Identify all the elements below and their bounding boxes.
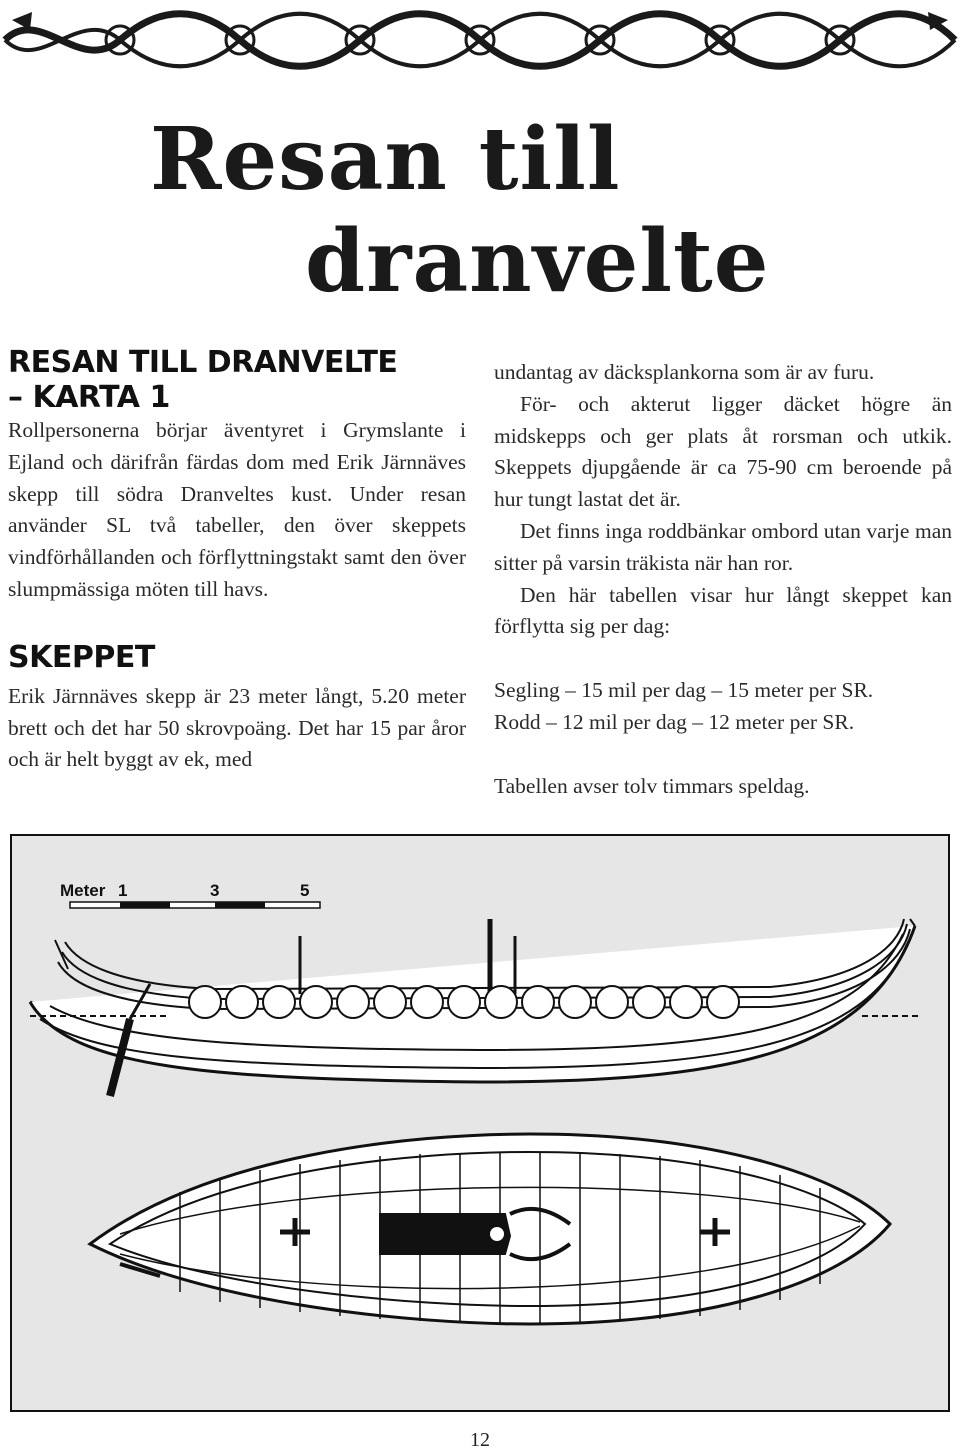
travel-row: Rodd – 12 mil per dag – 12 meter per SR.: [494, 709, 855, 734]
title-line-1: Resan till: [150, 109, 621, 210]
section-heading-resan: RESAN TILL DRANVELTE – KARTA 1: [8, 345, 398, 415]
section-heading-skeppet: SKEPPET: [8, 639, 155, 675]
deck-paragraph: För- och akterut ligger däcket högre än midskepps och ger plats åt rorsman och utkik. Skeppets djupgående är ca 75-90 cm beroende på hur tungt lastat det är.: [494, 391, 952, 512]
scale-bar: [70, 902, 320, 908]
scale-mark-3: 3: [210, 881, 220, 900]
ship-drawing: [10, 834, 950, 1412]
ship-paragraph: Erik Järnnäves skepp är 23 meter långt, 5.20 meter brett och det har 50 skrovpoäng. Det har 15 par åror och är helt byggt av ek, med: [8, 683, 466, 772]
right-column: [494, 357, 952, 803]
benches-paragraph: Det finns inga roddbänkar ombord utan varje man sitter på varsin träkista när han ror.: [494, 518, 952, 575]
scale-mark-1: 1: [118, 881, 128, 900]
left-column: [8, 345, 466, 776]
scale-label: Meter: [60, 881, 106, 900]
ship-paragraph-continued: undantag av däcksplankorna som är av furu.: [494, 360, 875, 384]
knotwork-banner: [0, 0, 960, 80]
page-title: [150, 100, 850, 312]
shield-row: [189, 986, 739, 1018]
intro-paragraph: Rollpersonerna börjar äventyret i Grymslante i Ejland och därifrån färdas dom med Erik Järnnäves skepp till södra Dranveltes kust. Under resan använder SL två tabeller, den över skeppets vindförhållanden och förflyttningstakt samt den över slumpmässiga möten till havs.: [8, 418, 466, 601]
travel-note: Tabellen avser tolv timmars speldag.: [494, 773, 810, 798]
travel-sail: Segling – 15 mil per dag – 15 meter per SR.: [494, 678, 874, 703]
page-number: 12: [470, 1429, 490, 1451]
scale-mark-5: 5: [300, 881, 310, 900]
table-intro-paragraph: Den här tabellen visar hur långt skeppet kan förflytta sig per dag:: [494, 582, 952, 639]
title-line-2: dranvelte: [305, 211, 770, 312]
